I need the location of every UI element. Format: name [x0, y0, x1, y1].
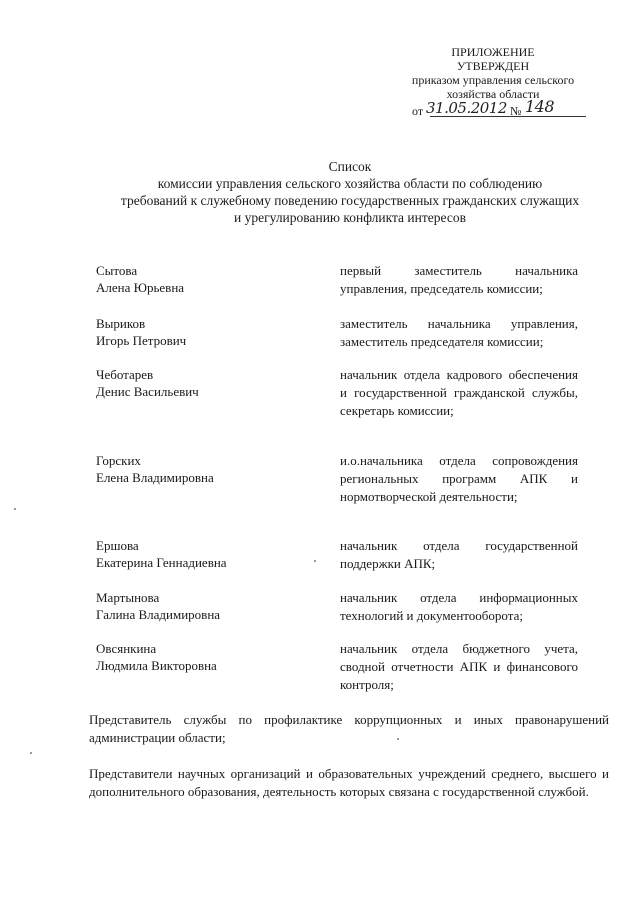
member-role: и.о.начальника отдела сопровождения региональных программ АПК и нормотворческой деятельности; — [340, 453, 578, 504]
member-surname: Горских — [96, 453, 141, 468]
member-name — [96, 262, 316, 296]
title-line-4: и урегулированию конфликта интересов — [234, 210, 466, 225]
signature-underline — [430, 116, 586, 117]
from-label: от — [412, 104, 424, 118]
member-surname: Чеботарев — [96, 367, 154, 382]
member-given-names: Галина Владимировна — [96, 607, 221, 622]
member-name — [96, 537, 316, 571]
handwritten-number: 148 — [525, 97, 555, 116]
member-role: начальник отдела бюджетного учета, сводной отчетности АПК и финансового контроля; — [340, 641, 578, 692]
member-given-names: Людмила Викторовна — [96, 658, 217, 673]
member-surname: Мартынова — [96, 590, 160, 605]
approval-header — [398, 45, 588, 101]
order-line-2: хозяйства области — [446, 87, 540, 101]
academic-representatives: Представители научных организаций и образовательных учреждений среднего, высшего и дополнительного образования, деятельность которых связана с государственной службой. — [89, 766, 609, 799]
member-role: начальник отдела кадрового обеспечения и государственной гражданской службы, секретарь комиссии; — [340, 367, 578, 418]
approved-label: УТВЕРЖДЕН — [456, 59, 530, 73]
handwritten-date: 31.05.2012 — [426, 99, 507, 117]
anticorruption-representative: Представитель службы по профилактике коррупционных и иных правонарушений администрации области; — [89, 712, 609, 745]
appendix-label: ПРИЛОЖЕНИЕ — [451, 45, 535, 59]
number-label: № — [510, 104, 522, 118]
member-name — [96, 589, 316, 623]
scan-speck — [397, 738, 399, 740]
scan-speck — [14, 508, 16, 510]
document-title — [80, 158, 620, 226]
member-name — [96, 452, 316, 486]
title-line-1: Список — [328, 159, 372, 174]
member-surname: Сытова — [96, 263, 138, 278]
member-surname: Овсянкина — [96, 641, 157, 656]
approval-date-number — [412, 97, 582, 119]
member-role: начальник отдела информационных технологий и документооборота; — [340, 590, 578, 623]
title-line-3: требований к служебному поведению государственных гражданских служащих — [120, 193, 580, 208]
member-surname: Ершова — [96, 538, 139, 553]
scan-speck — [314, 560, 316, 562]
member-role: первый заместитель начальника управления, председатель комиссии; — [340, 263, 578, 296]
member-given-names: Елена Владимировна — [96, 470, 214, 485]
member-surname: Выриков — [96, 316, 146, 331]
member-role: заместитель начальника управления, заместитель председателя комиссии; — [340, 316, 578, 349]
member-given-names: Игорь Петрович — [96, 333, 187, 348]
member-name — [96, 366, 316, 400]
member-name — [96, 315, 316, 349]
title-line-2: комиссии управления сельского хозяйства области по соблюдению — [157, 176, 543, 191]
member-name — [96, 640, 316, 674]
order-line-1: приказом управления сельского — [411, 73, 575, 87]
scan-speck — [30, 752, 32, 754]
member-given-names: Денис Васильевич — [96, 384, 199, 399]
member-given-names: Екатерина Геннадиевна — [96, 555, 227, 570]
member-given-names: Алена Юрьевна — [96, 280, 185, 295]
member-role: начальник отдела государственной поддержки АПК; — [340, 538, 578, 571]
